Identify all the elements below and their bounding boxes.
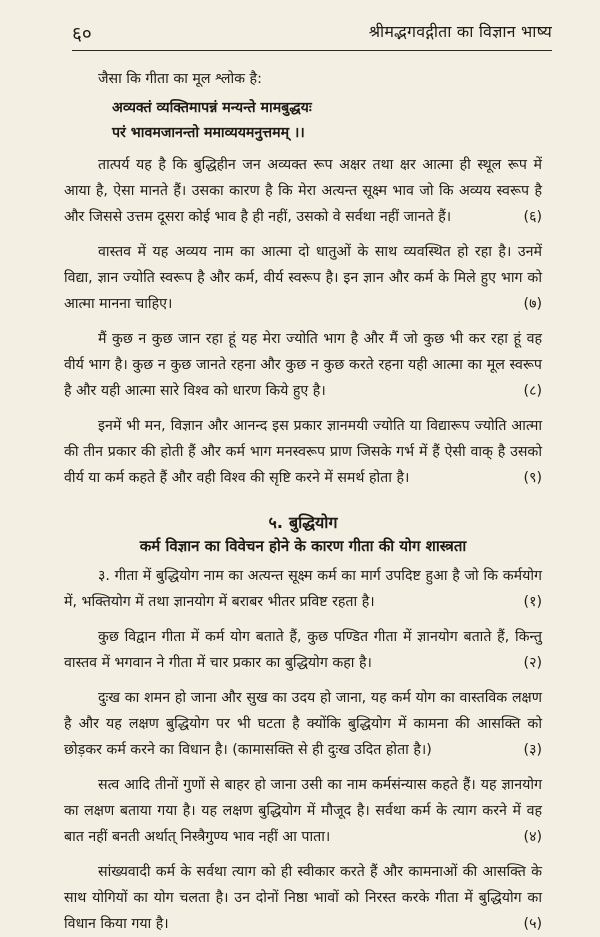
- paragraph-number: (८): [523, 383, 542, 399]
- paragraph-number: (५): [523, 916, 542, 932]
- paragraph-body: दुःख का शमन हो जाना और सुख का उदय हो जाना, यह कर्म योग का वास्तविक लक्षण है और यह लक्षण बुद्धियोग पर भी घटता है क्योंकि बुद्धियोग में कामना की आसक्ति को छोड़कर कर्म करने का विधान है। (कामासक्ति से ही दुःख उदित होता है।): [64, 690, 542, 758]
- paragraph-number: (४): [523, 829, 542, 845]
- paragraph-9: [64, 413, 542, 491]
- paragraph-text: [64, 326, 542, 404]
- paragraph-b4: [64, 772, 542, 850]
- paragraph-number: (३): [523, 742, 542, 758]
- page-content: [64, 66, 542, 937]
- paragraph-text: [64, 859, 542, 937]
- sanskrit-verse: [112, 96, 542, 146]
- paragraph-body: कुछ विद्वान गीता में कर्म योग बताते हैं, कुछ पण्डित गीता में ज्ञानयोग बताते हैं, किन्तु वास्तव में भगवान ने गीता में चार प्रकार का बुद्धियोग कहा है।: [64, 629, 542, 671]
- paragraph-6: [64, 152, 542, 230]
- paragraph-7: [64, 239, 542, 317]
- section-title-text: बुद्धियोग: [288, 513, 338, 532]
- paragraph-text: [64, 685, 542, 763]
- section-subtitle: कर्म विज्ञान का विवेचन होने के कारण गीता की योग शास्त्रता: [139, 537, 467, 555]
- paragraph-text: [64, 624, 542, 676]
- paragraph-body: ३. गीता में बुद्धियोग नाम का अत्यन्त सूक्ष्म कर्म का मार्ग उपदिष्ट हुआ है जो कि कर्मयोग में, भक्तियोग में तथा ज्ञानयोग में बराबर भीतर प्रविष्ट रहता है।: [64, 568, 542, 610]
- section-heading: [64, 511, 542, 557]
- paragraph-number: (९): [523, 470, 542, 486]
- paragraph-text: [64, 152, 542, 230]
- paragraph-body: तात्पर्य यह है कि बुद्धिहीन जन अव्यक्त रूप अक्षर तथा क्षर आत्मा ही स्थूल रूप में आया है, ऐसा मानते हैं। उसका कारण है कि मेरा अत्यन्त सूक्ष्म भाव जो कि अव्यय स्वरूप है और जिससे उत्तम दूसरा कोई भाव है ही नहीं, उसको वे सर्वथा नहीं जानते हैं।: [64, 157, 542, 225]
- intro-line: जैसा कि गीता का मूल श्लोक है:: [98, 71, 262, 87]
- paragraph-b2: [64, 624, 542, 676]
- paragraph-text: [64, 413, 542, 491]
- paragraph-body: सत्व आदि तीनों गुणों से बाहर हो जाना उसी का नाम कर्मसंन्यास कहते हैं। यह ज्ञानयोग का लक्षण बताया गया है। यह लक्षण बुद्धियोग में मौजूद है। सर्वथा कर्म के त्याग करने में वह बात नहीं बनती अर्थात् निस्त्रैगुण्य भाव नहीं आ पाता।: [64, 777, 542, 845]
- paragraph-number: (६): [523, 209, 542, 225]
- paragraph-text: [64, 563, 542, 615]
- paragraph-b3: [64, 685, 542, 763]
- paragraph-number: (७): [523, 296, 542, 312]
- paragraph-body: इनमें भी मन, विज्ञान और आनन्द इस प्रकार ज्ञानमयी ज्योति या विद्यारूप ज्योति आत्मा की तीन प्रकार की होती हैं और कर्म भाग मनस्वरूप प्राण जिसके गर्भ में हैं ऐसी वाक् है उसको वीर्य या कर्म कहते हैं और वही विश्व की सृष्टि करने में समर्थ होता है।: [64, 418, 542, 486]
- paragraph-body: मैं कुछ न कुछ जान रहा हूं यह मेरा ज्योति भाग है और मैं जो कुछ भी कर रहा हूं वह वीर्य भाग है। कुछ न कुछ जानते रहना और कुछ न कुछ करते रहना यही आत्मा का मूल स्वरूप है और यही आत्मा सारे विश्व को धारण किये हुए है।: [64, 331, 542, 399]
- paragraph-body: सांख्यवादी कर्म के सर्वथा त्याग को ही स्वीकार करते हैं और कामनाओं की आसक्ति के साथ योगियों का योग चलता है। उन दोनों निष्ठा भावों को निरस्त करके गीता में बुद्धियोग का विधान किया गया है।: [64, 864, 542, 932]
- verse-line-1: अव्यक्तं व्यक्तिमापन्नं मन्यन्ते मामबुद्धयः: [112, 100, 312, 116]
- running-title: श्रीमद्भगवद्गीता का विज्ञान भाष्य: [368, 22, 552, 41]
- section-number: ५.: [268, 513, 283, 532]
- paragraph-b1: [64, 563, 542, 615]
- paragraph-text: [64, 239, 542, 317]
- paragraph-number: (२): [523, 655, 542, 671]
- verse-line-2: परं भावमजानन्तो ममाव्ययमनुत्तमम् ।।: [112, 125, 305, 141]
- page-header: [72, 20, 552, 51]
- section-title: [64, 511, 542, 535]
- paragraph-number: (१): [523, 594, 542, 610]
- paragraph-8: [64, 326, 542, 404]
- page-number: ६०: [72, 23, 92, 45]
- paragraph-b5: [64, 859, 542, 937]
- paragraph-body: वास्तव में यह अव्यय नाम का आत्मा दो धातुओं के साथ व्यवस्थित हो रहा है। उनमें विद्या, ज्ञान ज्योति स्वरूप है और कर्म, वीर्य स्वरूप है। इन ज्ञान और कर्म के मिले हुए भाग को आत्मा मानना चाहिए।: [64, 244, 542, 312]
- paragraph-text: [64, 772, 542, 850]
